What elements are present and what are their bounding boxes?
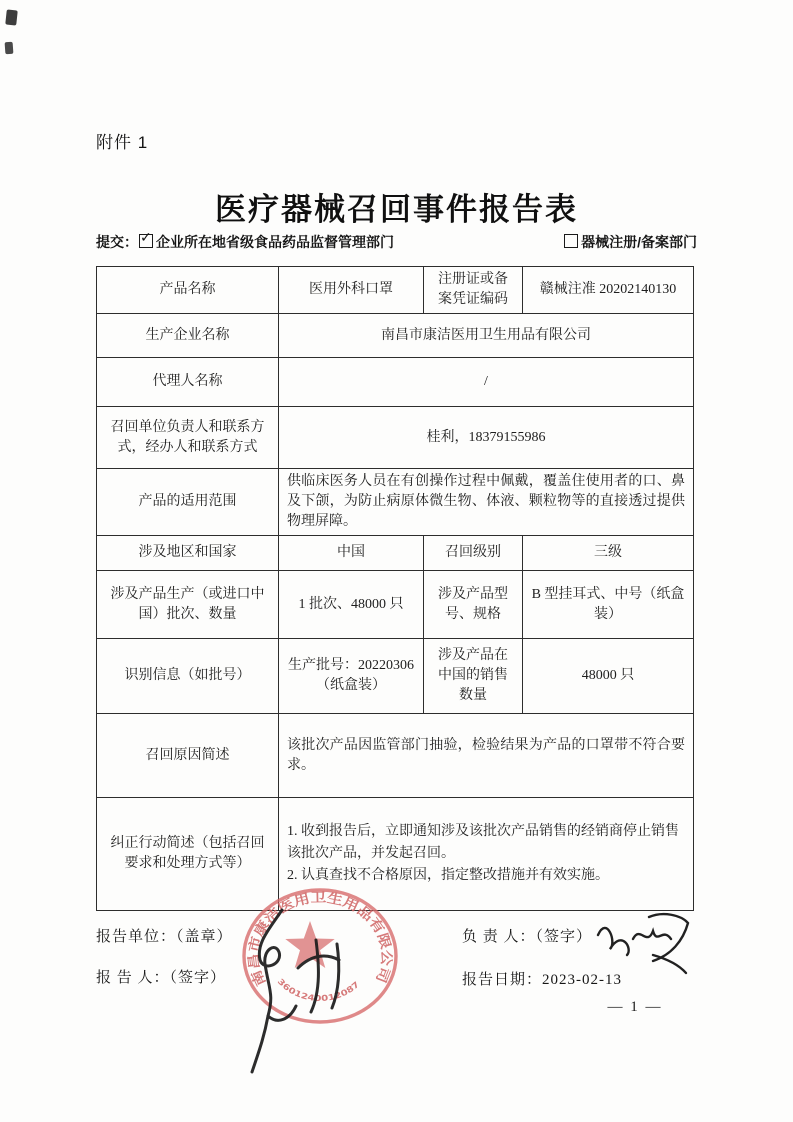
manufacturer-value: 南昌市康洁医用卫生用品有限公司 — [279, 314, 694, 358]
registration-cert-label: 注册证或备案凭证编码 — [424, 267, 523, 314]
manufacturer-label: 生产企业名称 — [97, 314, 279, 358]
report-date-label: 报告日期： — [462, 972, 543, 988]
table-row — [97, 267, 694, 314]
recall-level-value: 三级 — [523, 536, 694, 571]
page-title: 医疗器械召回事件报告表 — [215, 192, 578, 227]
table-row — [97, 358, 694, 407]
checkbox-unchecked-icon — [564, 234, 578, 248]
table-row — [97, 469, 694, 536]
agent-name-value: / — [279, 358, 694, 407]
table-row — [97, 314, 694, 358]
regions-value: 中国 — [279, 536, 424, 571]
model-spec-label: 涉及产品型号、规格 — [424, 571, 523, 639]
identification-label: 识别信息（如批号） — [97, 639, 279, 714]
corrective-action-item-1: 1. 收到报告后，立即通知涉及该批次产品销售的经销商停止销售该批次产品，并发起召回。 — [287, 824, 679, 861]
regions-label: 涉及地区和国家 — [97, 536, 279, 571]
scan-artifact — [5, 9, 18, 25]
recall-reason-value: 该批次产品因监管部门抽验，检验结果为产品的口罩带不符合要求。 — [279, 714, 694, 798]
product-name-value: 医用外科口罩 — [279, 267, 424, 314]
reporter-signature — [238, 898, 368, 1083]
report-table — [96, 266, 694, 911]
page-number: — 1 — — [607, 999, 663, 1015]
recall-contact-value: 桂利，18379155986 — [279, 407, 694, 469]
scope-of-use-value: 供临床医务人员在有创操作过程中佩戴，覆盖住使用者的口、鼻及下颌，为防止病原体微生物、体液、颗粒物等的直接透过提供物理屏障。 — [279, 469, 694, 536]
registration-cert-value: 赣械注准 20202140130 — [523, 267, 694, 314]
checkbox-checked-icon: ✓ — [140, 230, 152, 246]
submit-option-1-label: 企业所在地省级食品药品监督管理部门 — [156, 234, 394, 250]
stamp-company-name: 南昌市康洁医用卫生用品有限公司 — [245, 889, 395, 989]
table-row — [97, 639, 694, 714]
recall-contact-label: 召回单位负责人和联系方式，经办人和联系方式 — [97, 407, 279, 469]
batches-quantity-value: 1 批次、48000 只 — [279, 571, 424, 639]
stamp-serial-number: 3601240012087 — [275, 976, 361, 1004]
model-spec-value: B 型挂耳式、中号（纸盒装） — [523, 571, 694, 639]
recall-level-label: 召回级别 — [424, 536, 523, 571]
submit-option-1 — [96, 232, 394, 252]
identification-value: 生产批号：20220306（纸盒装） — [279, 639, 424, 714]
responsible-signature — [593, 903, 693, 975]
attachment-label: 附件 1 — [96, 133, 149, 152]
reporter-label: 报 告 人：（签字） — [96, 970, 227, 986]
china-sales-value: 48000 只 — [523, 639, 694, 714]
submit-line — [96, 232, 697, 252]
product-name-label: 产品名称 — [97, 267, 279, 314]
agent-name-label: 代理人名称 — [97, 358, 279, 407]
batches-quantity-label: 涉及产品生产（或进口中国）批次、数量 — [97, 571, 279, 639]
corrective-action-item-2: 2. 认真查找不合格原因，指定整改措施并有效实施。 — [287, 868, 609, 883]
recall-reason-label: 召回原因简述 — [97, 714, 279, 798]
table-row — [97, 714, 694, 798]
table-row — [97, 407, 694, 469]
table-row — [97, 571, 694, 639]
submit-prefix: 提交： — [96, 234, 138, 250]
table-row — [97, 536, 694, 571]
report-date-value: 2023-02-13 — [542, 972, 623, 988]
china-sales-label: 涉及产品在中国的销售数量 — [424, 639, 523, 714]
submit-option-2-label: 器械注册/备案部门 — [581, 234, 697, 250]
scan-artifact — [5, 42, 14, 55]
report-unit-label: 报告单位：（盖章） — [96, 929, 233, 945]
submit-option-2 — [563, 232, 697, 252]
responsible-person-label: 负 责 人：（签字） — [462, 929, 593, 945]
scope-of-use-label: 产品的适用范围 — [97, 469, 279, 536]
corrective-action-label: 纠正行动简述（包括召回要求和处理方式等） — [97, 798, 279, 911]
